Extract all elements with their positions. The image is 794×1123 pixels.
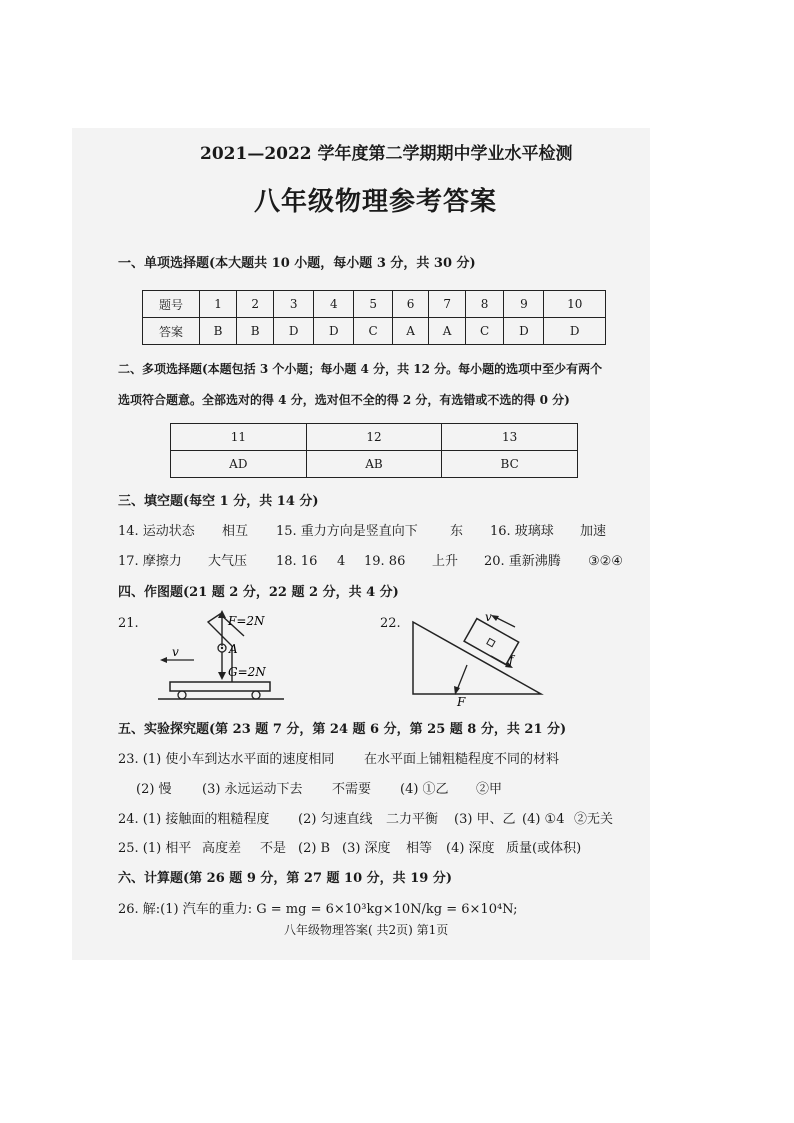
- answer-15: 15. 重力方向是竖直向下: [276, 524, 418, 539]
- answer-23-3: (3) 永远运动下去: [202, 782, 303, 797]
- force-g-arrowhead: [218, 672, 226, 680]
- answer-cell: AB: [306, 451, 442, 478]
- velocity-arrow: [495, 617, 515, 627]
- figure-22-number: 22.: [380, 616, 401, 631]
- answer-24-2: (2) 匀速直线: [298, 812, 373, 827]
- cart-wheel: [252, 691, 260, 699]
- answer-25-2: (2) B: [298, 841, 331, 856]
- answer-cell: B: [237, 318, 274, 345]
- answer-14b: 相互: [222, 524, 249, 539]
- row-label: 题号: [143, 291, 200, 318]
- table-row: [143, 291, 606, 318]
- incline-triangle: [413, 622, 541, 694]
- answer-23-3b: 不需要: [332, 782, 372, 797]
- answer-18b: 4: [337, 554, 346, 569]
- table-row: [171, 451, 578, 478]
- answer-cell: B: [200, 318, 237, 345]
- section5-heading: 五、实验探究题(第 23 题 7 分，第 24 题 6 分，第 25 题 8 分，共 21 分): [118, 722, 567, 737]
- figure-21-number: 21.: [118, 616, 139, 631]
- section1-heading: 一、单项选择题(本大题共 10 小题，每小题 3 分，共 30 分): [118, 256, 476, 271]
- question-number: 6: [392, 291, 429, 318]
- pressure-force-arrow: [457, 665, 467, 690]
- answer-20: 20. 重新沸腾: [484, 554, 561, 569]
- answer-23-4b: ②甲: [476, 782, 503, 797]
- answer-16b: 加速: [580, 524, 607, 539]
- question-number: 3: [274, 291, 314, 318]
- question-number: 4: [314, 291, 354, 318]
- multi-choice-table: [170, 423, 578, 478]
- answer-19: 19. 86: [364, 554, 406, 569]
- section6-heading: 六、计算题(第 26 题 9 分，第 27 题 10 分，共 19 分): [118, 871, 452, 886]
- answer-25-4: (4) 深度: [446, 841, 495, 856]
- figure-21-force-diagram: [150, 608, 290, 704]
- question-number: 1: [200, 291, 237, 318]
- question-number: 11: [171, 424, 307, 451]
- answer-20b: ③②④: [588, 554, 623, 569]
- answer-24-4b: ②无关: [574, 812, 614, 827]
- answer-25-1c: 不是: [260, 841, 287, 856]
- answer-cell: BC: [442, 451, 578, 478]
- velocity-label: v: [172, 645, 179, 659]
- answer-23-line1a: 23. (1) 使小车到达水平面的速度相同: [118, 752, 335, 767]
- friction-label: f: [509, 653, 514, 667]
- scanned-page-background: [72, 128, 650, 960]
- page-footer: 八年级物理答案( 共2页) 第1页: [284, 923, 449, 937]
- question-number: 9: [504, 291, 544, 318]
- cart-wheel: [178, 691, 186, 699]
- question-number: 7: [429, 291, 466, 318]
- question-number: 8: [465, 291, 503, 318]
- answer-key-title: 八年级物理参考答案: [254, 187, 498, 217]
- answer-25-1b: 高度差: [202, 841, 242, 856]
- pressure-force-label: F: [457, 695, 466, 708]
- answer-cell: D: [504, 318, 544, 345]
- table-row: [171, 424, 578, 451]
- question-number: 5: [354, 291, 392, 318]
- answer-24-1: 24. (1) 接触面的粗糙程度: [118, 812, 270, 827]
- velocity-label: v: [485, 610, 492, 624]
- exam-title: 2021—2022 学年度第二学期期中学业水平检测: [200, 144, 573, 164]
- answer-25-3b: 相等: [406, 841, 433, 856]
- answer-23-2: (2) 慢: [136, 782, 172, 797]
- figure-22-incline-diagram: [405, 608, 550, 708]
- answer-16: 16. 玻璃球: [490, 524, 554, 539]
- answer-25-4b: 质量(或体积): [506, 841, 582, 856]
- force-f-label: F=2N: [228, 614, 265, 628]
- question-number: 12: [306, 424, 442, 451]
- answer-cell: AD: [171, 451, 307, 478]
- section2-heading-line2: 选项符合题意。全部选对的得 4 分，选对但不全的得 2 分，有选错或不选的得 0 分): [118, 393, 570, 407]
- answer-23-line1b: 在水平面上铺粗糙程度不同的材料: [364, 752, 560, 767]
- cart-body: [170, 682, 270, 691]
- answer-15b: 东: [450, 524, 464, 539]
- answer-cell: C: [465, 318, 503, 345]
- table-row: [143, 318, 606, 345]
- answer-cell: A: [429, 318, 466, 345]
- answer-19b: 上升: [432, 554, 459, 569]
- answer-cell: D: [274, 318, 314, 345]
- single-choice-table: [142, 290, 606, 345]
- section2-heading-line1: 二、多项选择题(本题包括 3 个小题；每小题 4 分，共 12 分。每小题的选项中至少有两个: [118, 362, 603, 376]
- question-number: 13: [442, 424, 578, 451]
- answer-24-4: (4) ①4: [522, 812, 565, 827]
- row-label: 答案: [143, 318, 200, 345]
- answer-14: 14. 运动状态: [118, 524, 195, 539]
- answer-cell: D: [544, 318, 606, 345]
- velocity-arrowhead: [160, 657, 167, 663]
- answer-23-4: (4) ①乙: [400, 782, 449, 797]
- velocity-arrowhead: [491, 615, 499, 621]
- question-number: 10: [544, 291, 606, 318]
- answer-26-line1: 26. 解:(1) 汽车的重力: G = mg = 6×10³kg×10N/kg = 6×10⁴N;: [118, 902, 518, 917]
- block-center-mark: [487, 638, 495, 646]
- point-a-label: A: [229, 642, 238, 656]
- answer-17b: 大气压: [208, 554, 248, 569]
- section4-heading: 四、作图题(21 题 2 分，22 题 2 分，共 4 分): [118, 585, 399, 600]
- answer-cell: C: [354, 318, 392, 345]
- question-number: 2: [237, 291, 274, 318]
- answer-cell: A: [392, 318, 429, 345]
- friction-arrow: [491, 656, 509, 666]
- answer-24-2b: 二力平衡: [386, 812, 439, 827]
- answer-25-1: 25. (1) 相平: [118, 841, 192, 856]
- answer-18: 18. 16: [276, 554, 318, 569]
- point-a-center: [221, 647, 223, 649]
- answer-17: 17. 摩擦力: [118, 554, 182, 569]
- answer-25-3: (3) 深度: [342, 841, 391, 856]
- answer-cell: D: [314, 318, 354, 345]
- answer-24-3: (3) 甲、乙: [454, 812, 516, 827]
- section3-heading: 三、填空题(每空 1 分，共 14 分): [118, 494, 319, 509]
- force-g-label: G=2N: [228, 665, 266, 679]
